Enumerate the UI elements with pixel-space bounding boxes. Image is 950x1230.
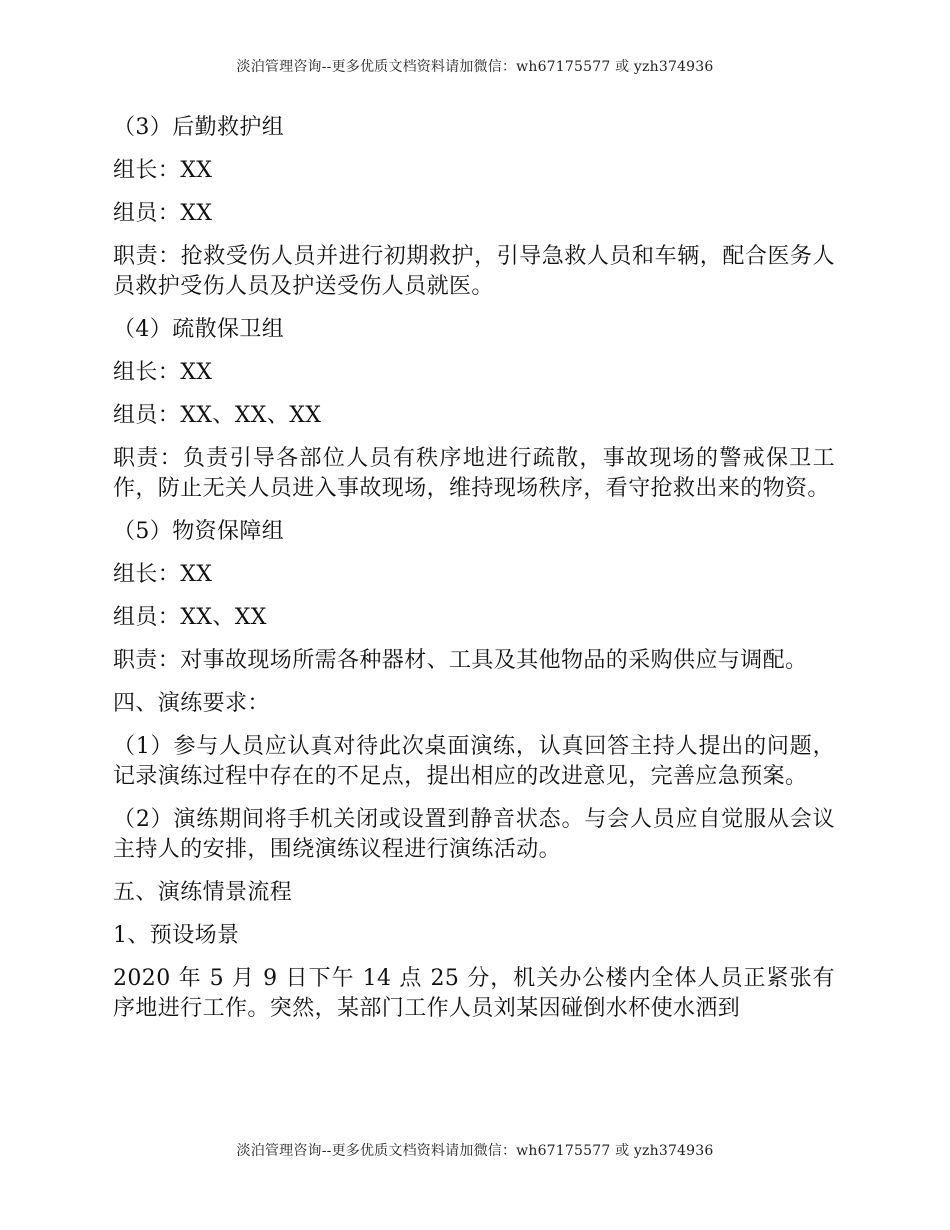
requirement-item: （1）参与人员应认真对待此次桌面演练，认真回答主持人提出的问题，记录演练过程中存在的不足点，提出相应的改进意见，完善应急预案。 xyxy=(113,734,835,789)
duties-paragraph: 职责：负责引导各部位人员有秩序地进行疏散，事故现场的警戒保卫工作，防止无关人员进入事故现场，维持现场秩序，看守抢救出来的物资。 xyxy=(113,446,835,501)
document-body xyxy=(113,113,835,1037)
section-heading-logistics-rescue: （3）后勤救护组 xyxy=(113,115,285,140)
page-header: 淡泊管理咨询--更多优质文档资料请加微信：wh67175577 或 yzh374936 xyxy=(236,59,714,75)
group-leader: 组长：XX xyxy=(113,562,213,587)
section-heading-scenario-flow: 五、演练情景流程 xyxy=(113,880,293,905)
duties-paragraph: 职责：抢救受伤人员并进行初期救护，引导急救人员和车辆，配合医务人员救护受伤人员及护送受伤人员就医。 xyxy=(113,244,835,299)
group-members: 组员：XX、XX xyxy=(113,605,267,630)
requirement-item: （2）演练期间将手机关闭或设置到静音状态。与会人员应自觉服从会议主持人的安排，围绕演练议程进行演练活动。 xyxy=(113,807,835,862)
page-footer: 淡泊管理咨询--更多优质文档资料请加微信：wh67175577 或 yzh374936 xyxy=(236,1143,714,1159)
group-leader: 组长：XX xyxy=(113,158,213,183)
duties-paragraph: 职责：对事故现场所需各种器材、工具及其他物品的采购供应与调配。 xyxy=(113,648,808,673)
subheading-preset-scenario: 1、预设场景 xyxy=(113,923,240,948)
section-heading-evacuation-security: （4）疏散保卫组 xyxy=(113,317,285,342)
section-heading-material-support: （5）物资保障组 xyxy=(113,519,285,544)
group-members: 组员：XX、XX、XX xyxy=(113,403,322,428)
group-leader: 组长：XX xyxy=(113,360,213,385)
scenario-paragraph: 2020 年 5 月 9 日下午 14 点 25 分，机关办公楼内全体人员正紧张有序地进行工作。突然，某部门工作人员刘某因碰倒水杯使水洒到 xyxy=(113,966,835,1021)
section-heading-drill-requirements: 四、演练要求： xyxy=(113,691,270,716)
group-members: 组员：XX xyxy=(113,201,213,226)
